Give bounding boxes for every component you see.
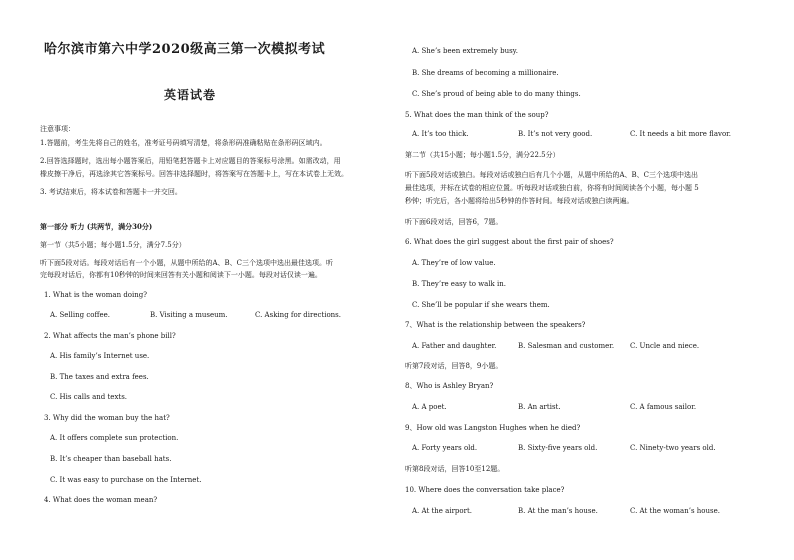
q7-option-a: A. Father and daughter. — [412, 342, 497, 350]
note-2-line-2: 橡皮擦干净后，再选涂其它答案标号。回答非选择题时，将答案写在答题卡上，写在本试卷上无效。 — [40, 170, 348, 178]
question-6: 6. What does the girl suggest about the first pair of shoes? — [405, 238, 614, 246]
q6-option-a: A. They’re of low value. — [412, 259, 496, 267]
dialogue-8-instruction: 听第8段对话，回答10至12题。 — [405, 465, 505, 473]
exam-subtitle: 英语试卷 — [164, 88, 217, 102]
q3-option-b: B. It’s cheaper than baseball hats. — [50, 455, 172, 463]
question-2: 2. What affects the man’s phone bill? — [44, 332, 176, 340]
q6-option-c: C. She’ll be popular if she wears them. — [412, 301, 550, 309]
q7-option-b: B. Salesman and customer. — [518, 342, 615, 350]
q9-option-a: A. Forty years old. — [412, 444, 478, 452]
exam-title: 哈尔滨市第六中学2020级高三第一次模拟考试 — [44, 42, 326, 57]
q8-option-b: B. An artist. — [518, 403, 561, 411]
section-2-instruction-line-1: 听下面5段对话或独白。每段对话或独白后有几个小题，从题中所给的A、B、C三个选项中选出 — [405, 171, 699, 179]
q9-option-b: B. Sixty-five years old. — [518, 444, 598, 452]
notes-header: 注意事项： — [40, 125, 75, 133]
q5-option-b: B. It’s not very good. — [518, 130, 593, 138]
note-3: 3. 考试结束后，将本试卷和答题卡一并交回。 — [40, 188, 182, 196]
question-10: 10. Where does the conversation take place? — [405, 486, 565, 494]
q3-option-c: C. It was easy to purchase on the Internet. — [50, 476, 202, 484]
q7-option-c: C. Uncle and niece. — [630, 342, 700, 350]
q4-option-c: C. She’s proud of being able to do many things. — [412, 90, 581, 98]
q2-option-c: C. His calls and texts. — [50, 393, 128, 401]
q4-option-a: A. She’s been extremely busy. — [412, 47, 518, 55]
q10-option-b: B. At the man’s house. — [518, 507, 598, 515]
question-3: 3. Why did the woman buy the hat? — [44, 414, 170, 422]
q2-option-a: A. His family’s Internet use. — [50, 352, 150, 360]
q4-option-b: B. She dreams of becoming a millionaire. — [412, 69, 559, 77]
dialogue-7-instruction: 听第7段对话，回答8，9小题。 — [405, 362, 503, 370]
q1-option-c: C. Asking for directions. — [255, 311, 341, 319]
section-2-instruction-line-3: 秒钟；听完后，各小题将给出5秒钟的作答时间。每段对话或独白读两遍。 — [405, 197, 634, 205]
question-9: 9、How old was Langston Hughes when he died? — [405, 424, 581, 432]
question-7: 7、What is the relationship between the speakers? — [405, 321, 586, 329]
q3-option-a: A. It offers complete sun protection. — [50, 434, 179, 442]
q10-option-a: A. At the airport. — [412, 507, 473, 515]
section-1-instruction-line-1: 听下面5段对话。每段对话后有一个小题，从题中所给的A、B、C三个选项中选出最佳选项。听 — [40, 259, 334, 267]
note-1: 1.答题前，考生先将自己的姓名，准考证号码填写清楚，将条形码准确粘贴在条形码区域内。 — [40, 139, 327, 147]
q1-option-b: B. Visiting a museum. — [150, 311, 228, 319]
q5-option-a: A. It’s too thick. — [412, 130, 469, 138]
q6-option-b: B. They’re easy to walk in. — [412, 280, 506, 288]
section-2-instruction-line-2: 最佳选项，并标在试卷的相应位置。听每段对话或独白前，你将有时间阅读各个小题，每小题 5 — [405, 184, 699, 192]
q8-option-a: A. A poet. — [412, 403, 447, 411]
q10-option-c: C. At the woman’s house. — [630, 507, 720, 515]
section-1-instruction-line-2: 完每段对话后，你都有10秒钟的时间来回答有关小题和阅读下一小题。每段对话仅读一遍。 — [40, 271, 322, 279]
q5-option-c: C. It needs a bit more flavor. — [630, 130, 731, 138]
part-1-heading: 第一部分 听力 (共两节，满分30分) — [40, 222, 153, 231]
question-5: 5. What does the man think of the soup? — [405, 111, 549, 119]
question-4: 4. What does the woman mean? — [44, 496, 158, 504]
q1-option-a: A. Selling coffee. — [50, 311, 110, 319]
section-1-heading: 第一节（共5小题；每小题1.5分，满分7.5分） — [40, 241, 186, 249]
q8-option-c: C. A famous sailor. — [630, 403, 697, 411]
note-2-line-1: 2.回答选择题时，选出每小题答案后，用铅笔把答题卡上对应题目的答案标号涂黑。如需改动，用 — [40, 157, 341, 165]
question-1: 1. What is the woman doing? — [44, 291, 147, 299]
section-2-heading: 第二节（共15小题；每小题1.5分，满分22.5分） — [405, 151, 560, 159]
q9-option-c: C. Ninety-two years old. — [630, 444, 716, 452]
q2-option-b: B. The taxes and extra fees. — [50, 373, 149, 381]
question-8: 8、Who is Ashley Bryan? — [405, 382, 494, 390]
dialogue-6-instruction: 听下面6段对话，回答6，7题。 — [405, 218, 503, 226]
